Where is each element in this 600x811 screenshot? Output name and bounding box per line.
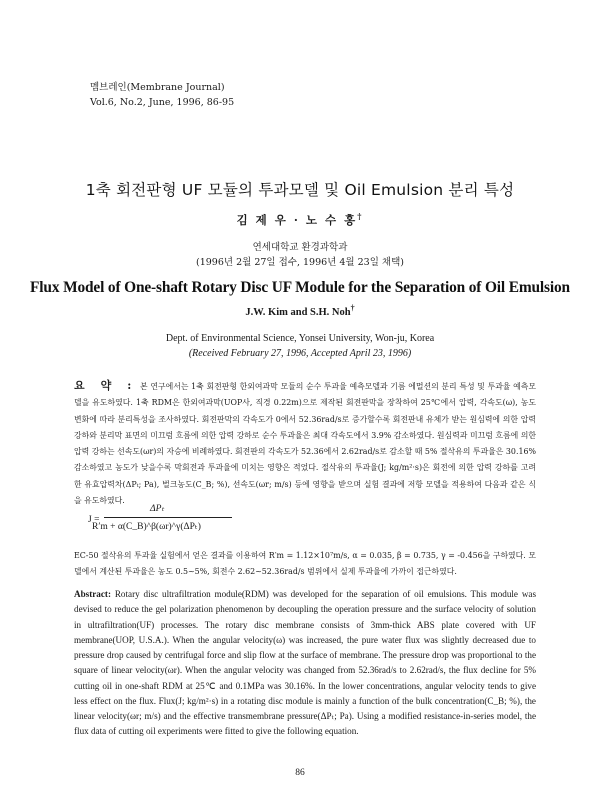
paper-title-english: Flux Model of One-shaft Rotary Disc UF Module for the Separation of Oil Emulsion [30, 279, 570, 296]
abstract-korean-label: 요 약 : [74, 379, 138, 392]
affiliation-korean-dates: (1996년 2월 27일 접수, 1996년 4월 23일 채택) [196, 257, 404, 268]
equation-lhs: J = [88, 515, 100, 525]
post-equation-korean: EC-50 절삭유의 투과율 실험에서 얻은 결과를 이용하여 R′m = 1.12×10⁷m/s, α = 0.035, β = 0.735, γ = -0.456을 구하였다. 모델에서 계산된 투과율은 농도 0.5~5%, 회전수 2.62~52.36rad/s 범위에서 실제 투과율에 가까이 접근하였다. [74, 551, 536, 577]
paper-title-korean: 1축 회전판형 UF 모듈의 투과모델 및 Oil Emulsion 분리 특성 [85, 181, 515, 199]
abstract-korean-text: 본 연구에서는 1축 회전판형 한외여과막 모듈의 순수 투과율 예측모델과 기름 에멀션의 분리 특성 및 투과율 예측모델을 유도하였다. 1축 RDM은 한외여과막(UOP사, 직경 0.22m)으로 제작된 회전판막을 장착하여 25℃에서 압력, 각속도(ω), 농도 변화에 따라 분리특성을 조사하였다. 회전판막의 각속도가 0에서 52.36rad/s로 증가할수록 회전판내 유체가 받는 원심력에 의한 압력 강하와 분리막 표면의 미끄럼 흐름에 의한 압력 강하로 순수 투과율은 최대 각속도에서 3.9% 감소하였다. 원심력과 미끄럼 흐름에 의한 압력 강하는 선속도(ωr)의 자승에 비례하였다. 회전판의 각속도가 52.36에서 2.62rad/s로 감소할 때 5% 절삭유의 투과율은 30.16% 감소하였고 농도가 낮을수록 막회전과 투과율에 미치는 영향은 적었다. 절삭유의 투과율(J; kg/m²·s)은 회전에 의한 압력 강하를 고려한 유효압력차(ΔPₜ; Pa), 벌크농도(C_B; %), 선속도(ωr; m/s) 등에 영향을 받으며 실험 결과에 저항 모델을 적용하여 다음과 같은 식을 유도하였다. [74, 382, 536, 506]
affiliation-korean-dept: 연세대학교 환경과학과 [252, 242, 348, 253]
abstract-english [74, 587, 536, 740]
equation-fraction-bar [104, 517, 232, 518]
corresponding-author-mark-en: † [350, 303, 355, 313]
affiliation-english [0, 331, 600, 361]
flux-equation [88, 503, 288, 547]
authors-english [0, 303, 600, 318]
page-number: 86 [295, 768, 305, 778]
abstract-english-label: Abstract: [74, 589, 111, 599]
affiliation-english-dept: Dept. of Environmental Science, Yonsei University, Won-ju, Korea [165, 333, 435, 344]
authors-english-names: J.W. Kim and S.H. Noh [245, 307, 351, 318]
authors-korean [0, 212, 600, 228]
journal-header [90, 80, 234, 110]
authors-korean-names: 김 제 우 · 노 수 홍 [236, 213, 358, 227]
abstract-korean [74, 378, 536, 509]
journal-issue: Vol.6, No.2, June, 1996, 86-95 [90, 97, 235, 108]
equation-numerator: ΔPₜ [150, 504, 165, 514]
corresponding-author-mark: † [357, 211, 364, 222]
abstract-english-text: Rotary disc ultrafiltration module(RDM) was developed for the separation of oil emulsions. This module was devised to reduce the gel polarization phenomenon by decoupling the operation pressure and the surface velocity of solution in ultrafiltration(UF) processes. The rotary disc membrane consists of 3mm-thick ABS plate covered with UF membrane(UOP, U.S.A.). When the angular velocity(ω) was increased, the pure water flux was slightly decreased due to pressure drop caused by centrifugal force and slip flow at the surface of membrane. The pressure drop was proportional to the square of linear velocity(ωr). When the angular velocity was changed from 52.36rad/s to 2.62rad/s, the flux decline for 5% cutting oil in one-shaft RDM at 25℃ and 0.1MPa was 30.16%. In the lower concentrations, angular velocity tends to give less effect on the flux. Flux(J; kg/m²·s) in a rotating disc module is mainly a function of the bulk concentration(C_B; %), the linear velocity(ωr; m/s) and the effective transmembrane pressure(ΔPₜ; Pa). Using a modified resistance-in-series model, the flux data of cutting oil experiments were fitted to give the following equation. [74, 589, 537, 737]
journal-name: 멤브레인(Membrane Journal) [90, 82, 225, 93]
affiliation-english-dates: (Received February 27, 1996, Accepted April 23, 1996) [188, 348, 412, 359]
equation-denominator: R′m + α(C_B)^β(ωr)^γ(ΔPₜ) [92, 522, 201, 532]
affiliation-korean [0, 240, 600, 270]
